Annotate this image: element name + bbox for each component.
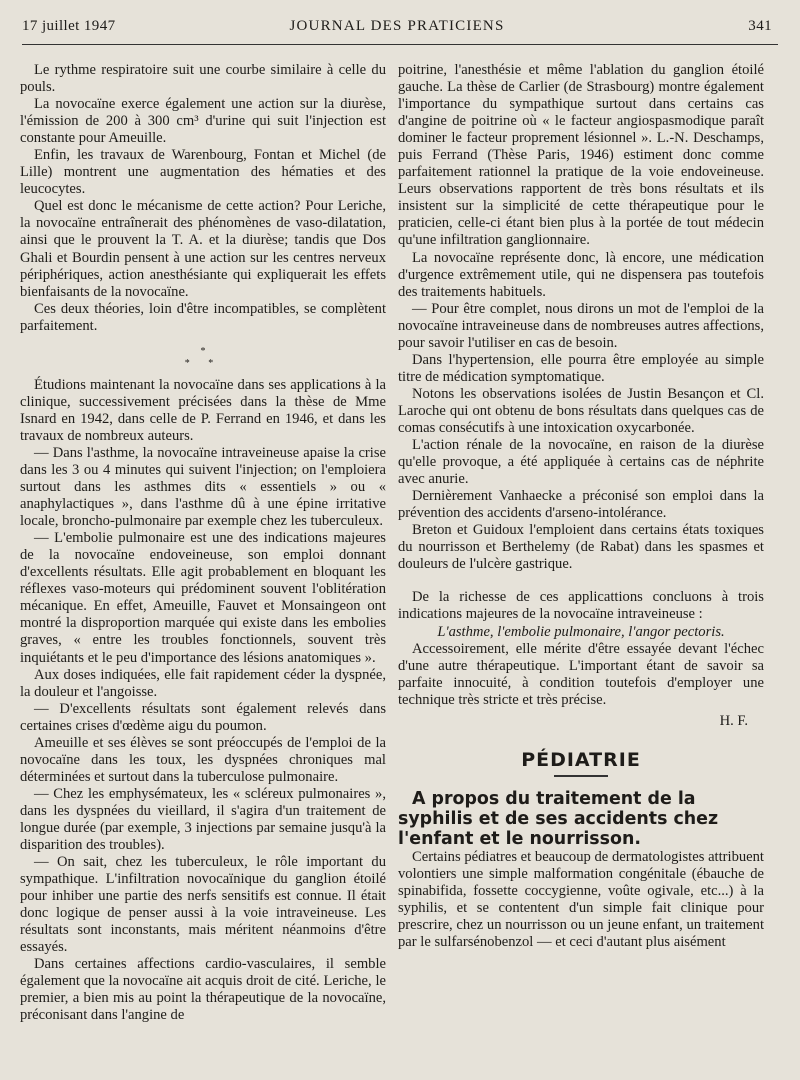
page-header [22, 18, 772, 40]
paragraph: Dans l'hypertension, elle pourra être employée au simple titre de médication symptomatique. [398, 351, 764, 385]
paragraph: Dernièrement Vanhaecke a préconisé son emploi dans la prévention des accidents d'arseno-intolérance. [398, 488, 764, 522]
left-column [20, 62, 386, 1025]
paragraph: Certains pédiatres et beaucoup de dermatologistes attribuent volontiers une simple malformation congénitale (ébauche de spinabifida, fossette coccygienne, voûte ogivale, etc...) à la syphilis, et se contentent d'un simple fait clinique pour prescrire, chez un nourrisson ou un jeune enfant, un traitement par le sulfarsénobenzol — et ceci d'autant plus aisément [398, 848, 764, 951]
separator-stars: * * [184, 357, 222, 369]
section-heading: PÉDIATRIE [521, 748, 641, 771]
section-rule [554, 775, 608, 777]
paragraph: — Dans l'asthme, la novocaïne intraveineuse apaise la crise dans les 3 ou 4 minutes qui suivent l'injection; on l'emploiera surtout dans les asthmes dits « essentiels » ou « anaphylactiques », dans l'asthme dû à une épine irritative locale, broncho-pulmonaire par exemple chez les tuberculeux. [20, 444, 386, 530]
conclusion-list: L'asthme, l'embolie pulmonaire, l'angor pectoris. [437, 623, 725, 640]
paragraph: De la richesse de ces applicattions concluons à trois indications majeures de la novocaïne intraveineuse : [398, 589, 764, 623]
paragraph: Étudions maintenant la novocaïne dans ses applications à la clinique, successivement précisées dans la thèse de Mme Isnard en 1942, dans celle de P. Ferrand en 1946, et dans les travaux de nombreux auteurs. [20, 376, 386, 444]
paragraph: Enfin, les travaux de Warenbourg, Fontan et Michel (de Lille) montrent une augmentation des hématies et des leucocytes. [20, 147, 386, 198]
header-rule [22, 44, 778, 45]
paragraph: Ces deux théories, loin d'être incompatibles, se complètent parfaitement. [20, 300, 386, 334]
section-separator [20, 335, 386, 377]
header-date: 17 juillet 1947 [22, 18, 116, 34]
paragraph: — L'embolie pulmonaire est une des indications majeures de la novocaïne endoveineuse, son emploi donnant d'excellents résultats. Elle agit probablement en bloquant les réflexes vaso-moteurs qui prédominent souvent l'oblitération mécanique. En effet, Ameuille, Fauvet et Monsaingeon ont montré la disproportion marquée qui existe dans les embolies graves, « entre les troubles fonctionnels, souvent très inquiétants et le peu d'importance des lésions anatomiques ». [20, 530, 386, 666]
paragraph: — D'excellents résultats sont également relevés dans certaines crises d'œdème aigu du poumon. [20, 700, 386, 734]
paragraph: Notons les observations isolées de Justin Besançon et Cl. Laroche qui ont obtenu de bons résultats dans quelques cas de comas consécutifs à une intoxication oxycarbonée. [398, 385, 764, 436]
separator-star: * [200, 345, 206, 357]
paragraph: Dans certaines affections cardio-vasculaires, il semble également que la novocaïne ait acquis droit de cité. Leriche, le premier, a bien mis au point la thérapeutique de la novocaïne, préconisant dans l'angine de [20, 956, 386, 1024]
paragraph: Accessoirement, elle mérite d'être essayée devant l'échec d'une autre thérapeutique. L'important étant de savoir sa parfaite innocuité, à condition toutefois d'employer une technique très stricte et très précise. [398, 640, 764, 708]
paragraph: Ameuille et ses élèves se sont préoccupés de l'emploi de la novocaïne dans les toux, les dyspnées chroniques mal déterminées et surtout dans la tuberculose pulmonaire. [20, 734, 386, 785]
paragraph: — On sait, chez les tuberculeux, le rôle important du sympathique. L'infiltration novocaïnique du ganglion étoilé pour inhiber une partie des nerfs sensitifs est connue. Il était donc logique de penser aussi à la voie intraveineuse. Les résultats sont inconstants, mais méritent néanmoins d'être essayés. [20, 854, 386, 956]
author-signature: H. F. [719, 712, 748, 729]
right-column [398, 62, 764, 951]
paragraph: Breton et Guidoux l'emploient dans certains états toxiques du nourrisson et Berthelemy (de Rabat) dans les spasmes et douleurs de l'ulcère gastrique. [398, 522, 764, 573]
paragraph: La novocaïne représente donc, là encore, une médication d'urgence extrêmement utile, qui ne dispensera pas toutefois des traitements habituels. [398, 249, 764, 300]
paragraph: — Chez les emphysémateux, les « scléreux pulmonaires », dans les dyspnées du vieillard, il s'agira d'un traitement de longue durée (par exemple, 3 injections par semaine jusqu'à la disparition des troubles). [20, 785, 386, 854]
paragraph: Aux doses indiquées, elle fait rapidement céder la dyspnée, la douleur et l'angoisse. [20, 666, 386, 700]
journal-title: JOURNAL DES PRATICIENS [289, 18, 505, 34]
paragraph: Quel est donc le mécanisme de cette action? Pour Leriche, la novocaïne entraînerait des phénomènes de vaso-dilatation, ainsi que le prouvent la T. A. et la diurèse; tandis que Dos Ghali et Bourdin pensent à une action sur les centres nerveux périphériques, action anesthésiante qui expliquerait les effets bienfaisants de la novocaïne. [20, 198, 386, 300]
paragraph: poitrine, l'anesthésie et même l'ablation du ganglion étoilé gauche. La thèse de Carlier (de Strasbourg) montre également l'importance du sympathique surtout dans certains cas d'angine de poitrine où « le facteur angiospasmodique paraît dominer le facteur proprement lésionnel ». L.-N. Deschamps, puis Ferrand (Thèse Paris, 1946) estiment donc comme parfaitement rationnel la pratique de la voie endoveineuse. Leurs observations rapportent de très bons résultats et ils insistent sur la simplicité de cette thérapeutique pour le praticien, celle-ci étant bien plus à la portée de tout médecin qu'une infiltration ganglionnaire. [398, 62, 764, 249]
page-number: 341 [748, 18, 772, 34]
paragraph: L'action rénale de la novocaïne, en raison de la diurèse qu'elle provoque, a été appliquée à certains cas de néphrite avec anurie. [398, 437, 764, 488]
paragraph: Le rythme respiratoire suit une courbe similaire à celle du pouls. [20, 62, 386, 96]
article-title: A propos du traitement de la syphilis et de ses accidents chez l'enfant et le nourrisson. [398, 788, 719, 849]
paragraph: La novocaïne exerce également une action sur la diurèse, l'émission de 200 à 300 cm³ d'urine qui suit l'injection est constante pour Ameuille. [20, 96, 386, 147]
paragraph: — Pour être complet, nous dirons un mot de l'emploi de la novocaïne intraveineuse dans de nombreuses autres affections, pour savoir l'utiliser en cas de besoin. [398, 300, 764, 351]
